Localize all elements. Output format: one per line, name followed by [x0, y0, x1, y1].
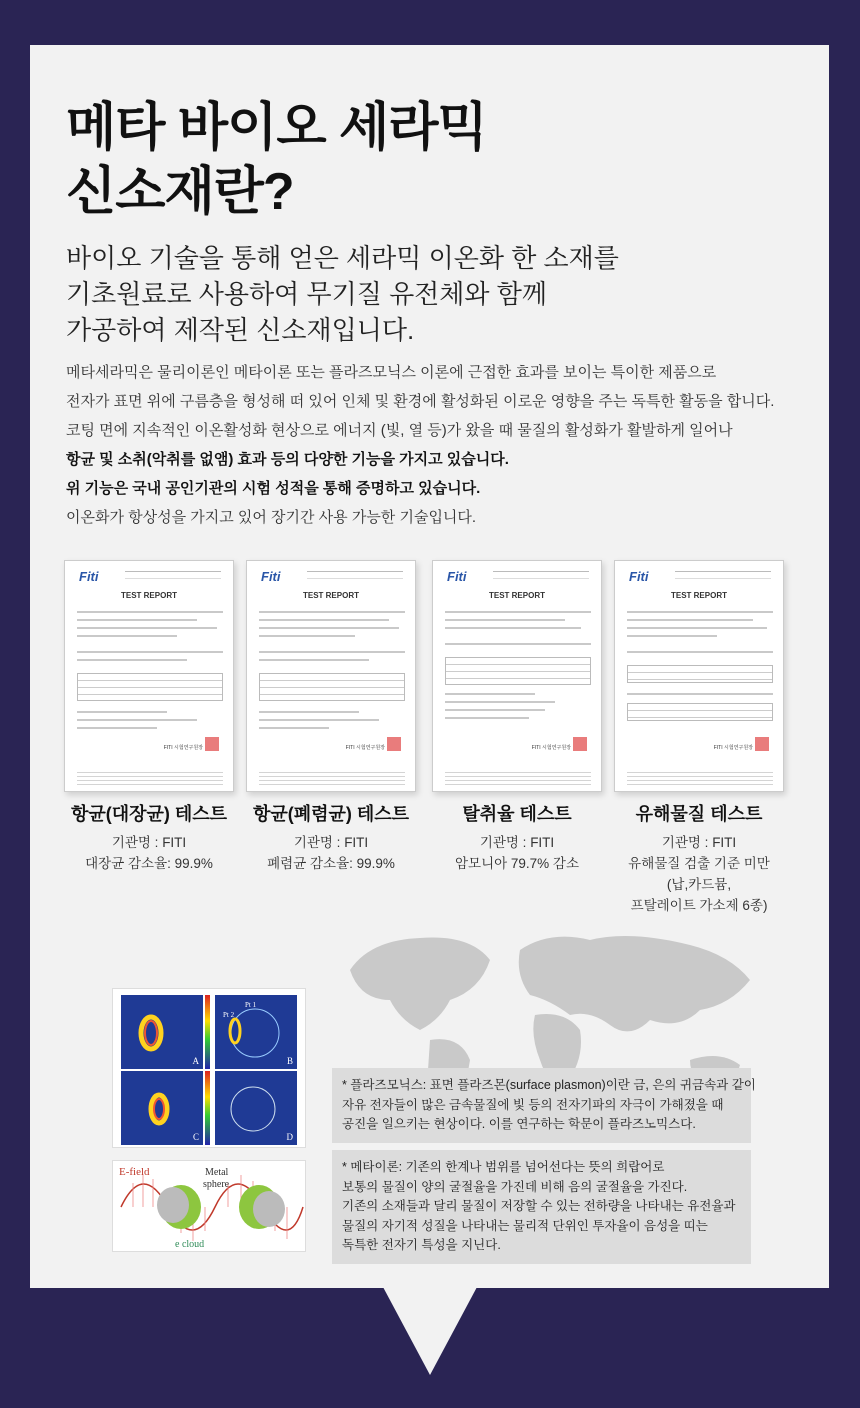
report-detail-line: 기관명 : FITI [111, 835, 187, 850]
report-document-image [432, 560, 602, 792]
report-title: 탈취율 테스트 [462, 804, 572, 824]
sim-panel [121, 1071, 203, 1145]
plasmon-simulation-figure [112, 988, 306, 1148]
note-line: 공진을 일으키는 현상이다. 이를 연구하는 학문이 플라즈노믹스다. [342, 1117, 696, 1131]
report-hazardous [614, 560, 784, 916]
report-pneumonia [246, 560, 416, 874]
report-detail-line: 기관명 : FITI [661, 835, 737, 850]
sim-panel [121, 995, 203, 1069]
report-detail-line: 폐렴균 감소율: 99.9% [267, 856, 395, 871]
description-line: 코팅 면에 지속적인 이온활성화 현상으로 에너지 (빛, 열 등)가 왔을 때 물질의 활성화가 활발하게 일어나 [66, 422, 733, 439]
sim-label: D [286, 1132, 293, 1142]
note-meta-theory [332, 1150, 751, 1264]
report-detail [64, 832, 234, 874]
report-org: FITI 시험연구원장 [713, 745, 753, 751]
note-line: 기존의 소재들과 달리 물질이 저장할 수 있는 전하량을 나타내는 유전율과 [342, 1199, 736, 1213]
report-title: 유해물질 테스트 [635, 804, 763, 824]
metal-label: Metal [205, 1167, 229, 1178]
efield-diagram [112, 1160, 306, 1252]
note-plasmonics [332, 1068, 756, 1143]
efield-label: E-field [119, 1166, 150, 1178]
description-line-bold: 위 기능은 국내 공인기관의 시험 성적을 통해 증명하고 있습니다. [66, 480, 481, 497]
sphere-label: sphere [203, 1179, 230, 1190]
report-document-image [246, 560, 416, 792]
report-title: 항균(대장균) 테스트 [70, 804, 228, 824]
note-line: * 메타이론: 기존의 한계나 범위를 넘어선다는 뜻의 희랍어로 [342, 1160, 665, 1174]
description-line-bold: 항균 및 소취(악취를 없앰) 효과 등의 다양한 기능을 가지고 있습니다. [66, 451, 509, 468]
description-line: 이온화가 항상성을 가지고 있어 장기간 사용 가능한 기술입니다. [66, 509, 477, 526]
note-line: 자유 전자들이 많은 금속물질에 빛 등의 전자기파의 자극이 가해졌을 때 [342, 1097, 724, 1112]
note-line: 물질의 자기적 성질을 나타내는 물리적 단위인 투자율이 음성을 띠는 [342, 1218, 708, 1233]
lead-line: 기초원료로 사용하여 무기질 유전체와 함께 [66, 279, 547, 309]
description-line: 메타세라믹은 물리이론인 메타이론 또는 플라즈모닉스 이론에 근접한 효과를 보이는 특이한 제품으로 [66, 364, 717, 381]
lead-text [66, 240, 619, 348]
report-document-image [64, 560, 234, 792]
report-org: FITI 시험연구원장 [531, 745, 571, 751]
sim-label: B [286, 1056, 293, 1066]
report-detail [246, 832, 416, 874]
fiti-logo: Fiti [629, 569, 649, 584]
report-detail-line: 암모니아 79.7% 감소 [454, 856, 580, 871]
report-document-image [614, 560, 784, 792]
report-ecoli [64, 560, 234, 874]
note-line: * 플라즈모닉스: 표면 플라즈몬(surface plasmon)이란 금, 은의 귀금속과 같이 [342, 1078, 756, 1092]
report-detail-line: 대장균 감소율: 99.9% [85, 856, 213, 871]
note-line: 보통의 물질이 양의 굴절율을 가진데 비해 음의 굴절율을 가진다. [342, 1179, 688, 1194]
title-line-2: 신소재란? [66, 163, 294, 221]
description-line: 전자가 표면 위에 구름층을 형성해 떠 있어 인체 및 환경에 활성화된 이로운 영향을 주는 독특한 활동을 합니다. [66, 393, 775, 410]
report-detail-line: 기관명 : FITI [479, 835, 555, 850]
fiti-logo: Fiti [447, 569, 467, 584]
report-org: FITI 시험연구원장 [345, 745, 385, 751]
color-scale [205, 995, 210, 1069]
ecloud-label: e cloud [175, 1239, 205, 1250]
seal-icon [573, 737, 587, 751]
report-detail-line: 기관명 : FITI [293, 835, 369, 850]
color-scale [205, 1071, 210, 1145]
report-heading: TEST REPORT [670, 591, 727, 600]
seal-icon [387, 737, 401, 751]
report-heading: TEST REPORT [488, 591, 545, 600]
report-deodorization [432, 560, 602, 874]
report-title: 항균(폐렴균) 테스트 [252, 804, 410, 824]
report-detail-line: 프탈레이트 가소제 6종) [630, 898, 768, 913]
sim-pt1-label: Pt 1 [245, 1001, 257, 1009]
report-detail [432, 832, 602, 874]
lead-line: 가공하여 제작된 신소재입니다. [66, 315, 415, 345]
fiti-logo: Fiti [79, 569, 99, 584]
lead-line: 바이오 기술을 통해 얻은 세라믹 이온화 한 소재를 [66, 243, 619, 273]
report-detail-line: 유해물질 검출 기준 미만 [628, 856, 770, 871]
sim-panel [215, 995, 297, 1069]
sim-label: A [192, 1056, 199, 1066]
page-title [66, 96, 487, 224]
report-detail [614, 832, 784, 916]
note-line: 독특한 전자기 특성을 지닌다. [342, 1238, 501, 1252]
sim-pt2-label: Pt 2 [223, 1011, 235, 1019]
description [66, 358, 836, 532]
report-heading: TEST REPORT [302, 591, 359, 600]
title-line-1: 메타 바이오 세라믹 [66, 99, 487, 157]
seal-icon [755, 737, 769, 751]
down-pointer [383, 1287, 477, 1375]
report-heading: TEST REPORT [120, 591, 177, 600]
seal-icon [205, 737, 219, 751]
sim-label: C [192, 1132, 199, 1142]
report-org: FITI 시험연구원장 [163, 745, 203, 751]
fiti-logo: Fiti [261, 569, 281, 584]
report-detail-line: (납,카드뮴, [666, 877, 732, 892]
sim-panel [215, 1071, 297, 1145]
